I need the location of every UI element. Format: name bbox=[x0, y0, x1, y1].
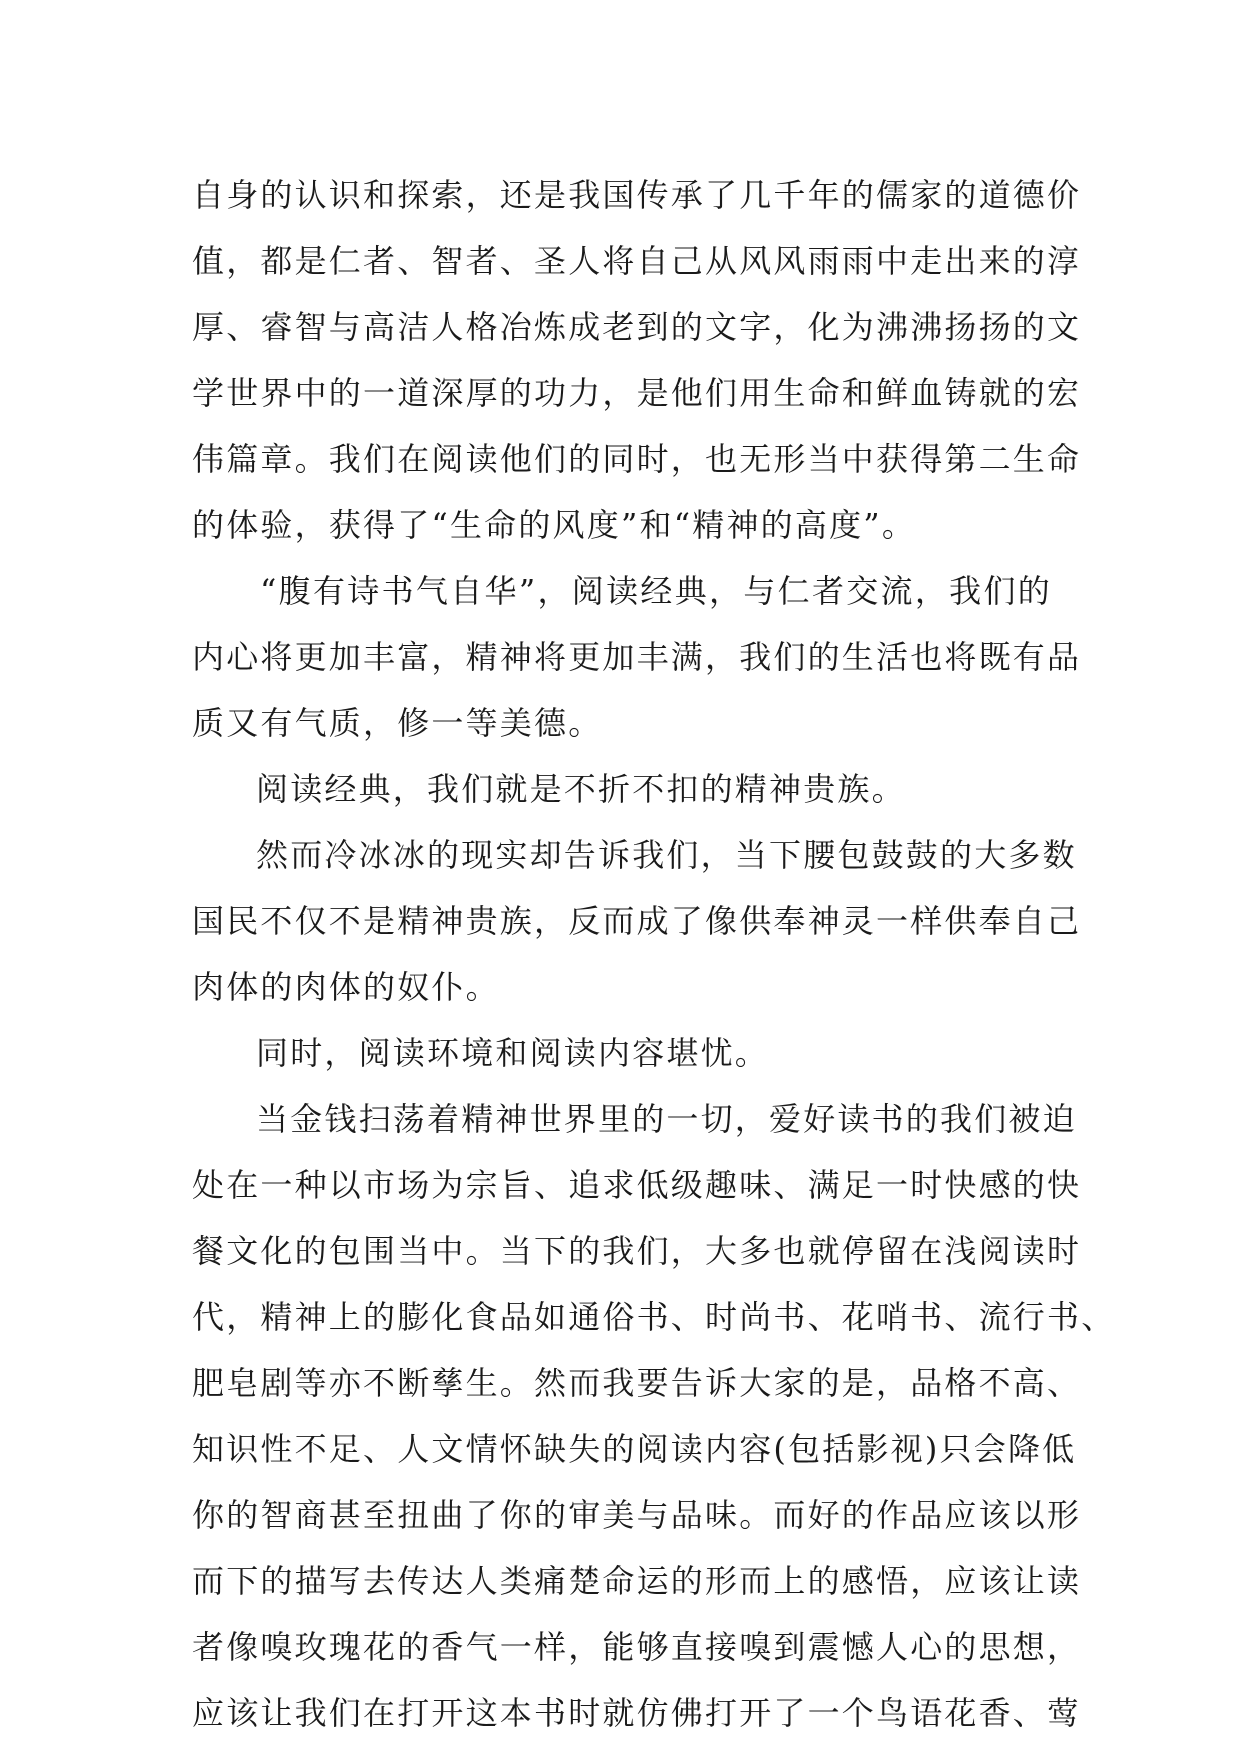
text-line: 而下的描写去传达人类痛楚命运的形而上的感悟，应该让读 bbox=[192, 1562, 1082, 1600]
text-line: 厚、睿智与高洁人格冶炼成老到的文字，化为沸沸扬扬的文 bbox=[192, 308, 1082, 346]
text-line: 学世界中的一道深厚的功力，是他们用生命和鲜血铸就的宏 bbox=[192, 374, 1082, 412]
text-line: 餐文化的包围当中。当下的我们，大多也就停留在浅阅读时 bbox=[192, 1232, 1082, 1270]
text-line: 代，精神上的膨化食品如通俗书、时尚书、花哨书、流行书、 bbox=[192, 1298, 1116, 1336]
text-line: 知识性不足、人文情怀缺失的阅读内容(包括影视)只会降低 bbox=[192, 1430, 1077, 1468]
body-text bbox=[192, 162, 1116, 1746]
paragraph-first-line: “腹有诗书气自华”，阅读经典，与仁者交流，我们的 bbox=[260, 572, 1052, 610]
text-line: 肉体的肉体的奴仆。 bbox=[192, 968, 500, 1006]
paragraph-first-line: 然而冷冰冰的现实却告诉我们，当下腰包鼓鼓的大多数 bbox=[256, 836, 1077, 874]
text-line: 的体验，获得了“生命的风度”和“精神的高度”。 bbox=[192, 506, 917, 544]
text-line: 国民不仅不是精神贵族，反而成了像供奉神灵一样供奉自己 bbox=[192, 902, 1082, 940]
text-line: 值，都是仁者、智者、圣人将自己从风风雨雨中走出来的淳 bbox=[192, 242, 1082, 280]
text-line: 应该让我们在打开这本书时就仿佛打开了一个鸟语花香、莺 bbox=[192, 1694, 1082, 1732]
text-line: 者像嗅玫瑰花的香气一样，能够直接嗅到震憾人心的思想， bbox=[192, 1628, 1082, 1666]
text-line: 质又有气质，修一等美德。 bbox=[192, 704, 603, 742]
text-line: 你的智商甚至扭曲了你的审美与品味。而好的作品应该以形 bbox=[192, 1496, 1082, 1534]
paragraph-first-line: 当金钱扫荡着精神世界里的一切，爱好读书的我们被迫 bbox=[256, 1100, 1077, 1138]
text-line: 内心将更加丰富，精神将更加丰满，我们的生活也将既有品 bbox=[192, 638, 1082, 676]
paragraph-first-line: 阅读经典，我们就是不折不扣的精神贵族。 bbox=[256, 770, 906, 808]
text-line: 伟篇章。我们在阅读他们的同时，也无形当中获得第二生命 bbox=[192, 440, 1082, 478]
text-line: 自身的认识和探索，还是我国传承了几千年的儒家的道德价 bbox=[192, 176, 1082, 214]
paragraph-first-line: 同时，阅读环境和阅读内容堪忧。 bbox=[256, 1034, 770, 1072]
text-line: 肥皂剧等亦不断孳生。然而我要告诉大家的是，品格不高、 bbox=[192, 1364, 1082, 1402]
text-line: 处在一种以市场为宗旨、追求低级趣味、满足一时快感的快 bbox=[192, 1166, 1082, 1204]
